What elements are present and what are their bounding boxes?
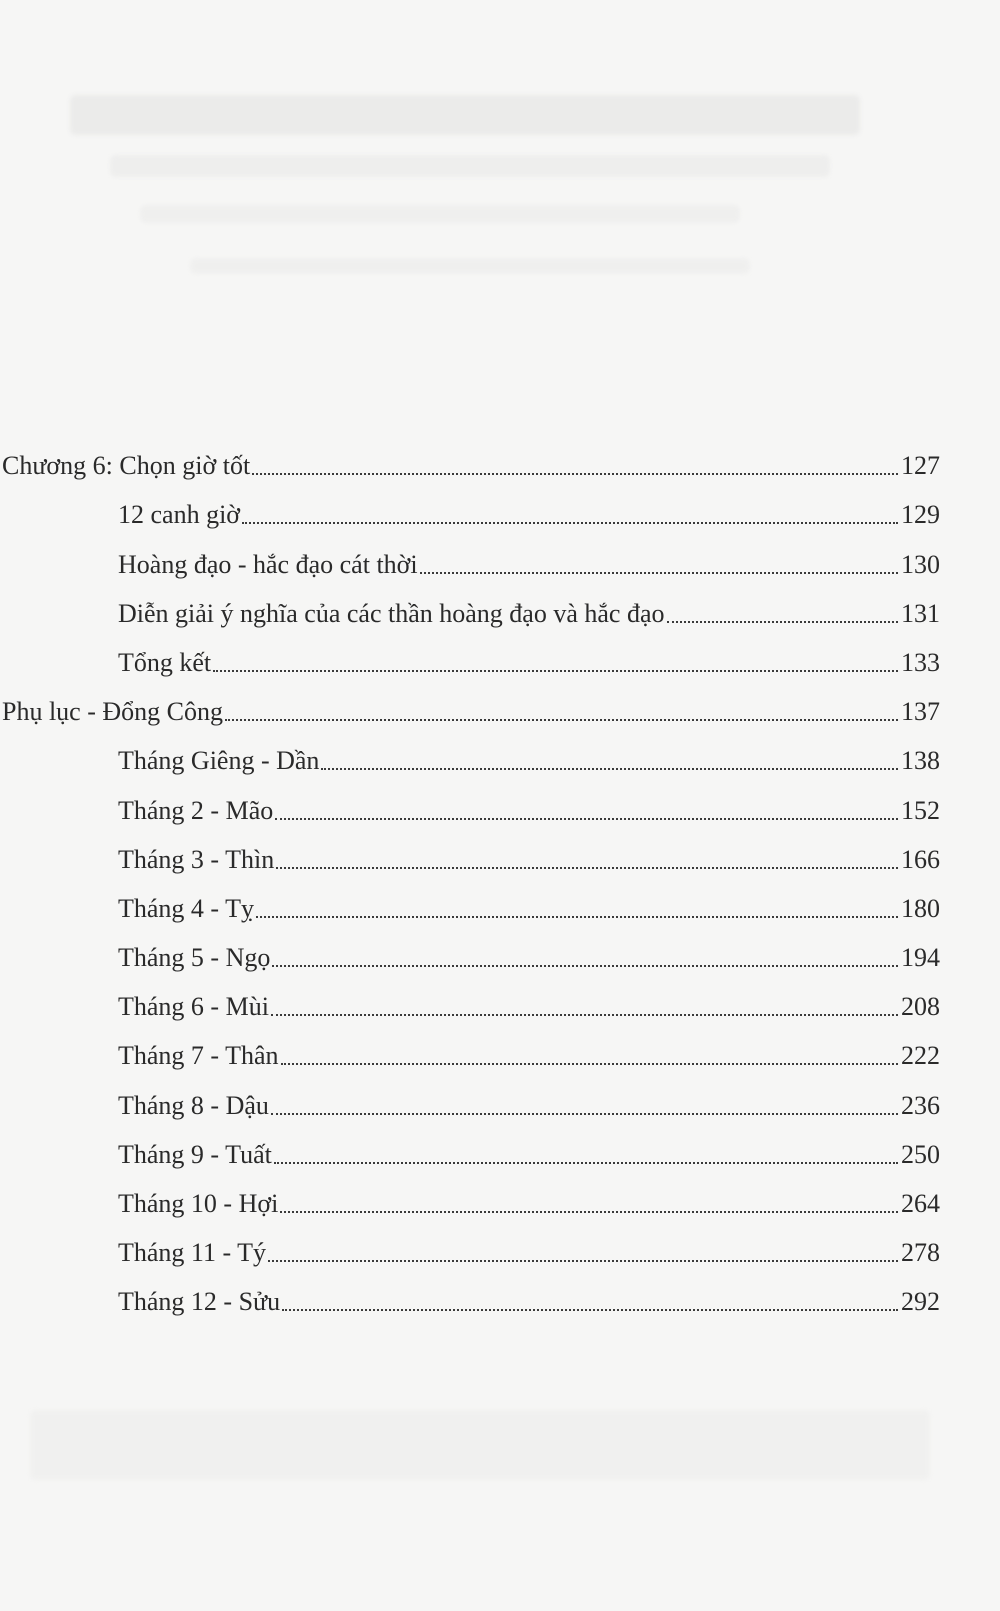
toc-entry	[0, 432, 940, 481]
toc-entry-page-number: 131	[901, 598, 940, 628]
toc-entry-page-number: 264	[901, 1189, 940, 1218]
dot-leader	[276, 867, 898, 869]
show-through-line-2	[190, 258, 750, 274]
toc-entry-title: Tháng 11 - Tý	[118, 1238, 267, 1268]
dot-leader	[271, 1014, 898, 1016]
toc-entry-page-number: 127	[901, 451, 940, 481]
toc-entry	[0, 629, 940, 678]
dot-leader	[420, 572, 898, 574]
toc-entry-title: Tháng 3 - Thìn	[118, 844, 275, 874]
toc-entry	[0, 1268, 940, 1317]
dot-leader	[242, 522, 898, 524]
toc-entry-page-number: 138	[901, 746, 940, 776]
toc-entry	[0, 580, 940, 629]
dot-leader	[252, 473, 898, 475]
toc-entry-page-number: 180	[901, 893, 940, 923]
toc-entry-title: Diễn giải ý nghĩa của các thần hoàng đạo và hắc đạo	[118, 598, 665, 628]
show-through-line	[140, 205, 740, 223]
dot-leader	[321, 768, 898, 770]
toc-entry	[0, 776, 940, 825]
show-through-bottom	[30, 1410, 930, 1480]
dot-leader	[268, 1260, 898, 1262]
toc-entry-title: Hoàng đạo - hắc đạo cát thời	[118, 549, 418, 579]
dot-leader	[282, 1309, 898, 1311]
dot-leader	[281, 1063, 898, 1065]
table-of-contents	[0, 432, 940, 1317]
toc-entry-title: Tháng Giêng - Dần	[118, 746, 320, 776]
toc-entry	[0, 481, 940, 530]
toc-entry-page-number: 130	[901, 549, 940, 579]
toc-entry	[0, 1022, 940, 1071]
toc-entry-title: Tháng 4 - Tỵ	[118, 893, 254, 923]
toc-entry	[0, 1121, 940, 1170]
dot-leader	[225, 719, 898, 721]
toc-entry-title: Tổng kết	[118, 647, 212, 677]
toc-entry	[0, 924, 940, 973]
toc-entry-title: Tháng 5 - Ngọ	[118, 943, 271, 973]
toc-entry-page-number: 250	[901, 1139, 940, 1169]
toc-entry-title: Chương 6: Chọn giờ tốt	[2, 451, 251, 481]
toc-entry	[0, 826, 940, 875]
toc-entry-page-number: 137	[901, 697, 940, 727]
toc-entry-page-number: 292	[901, 1287, 940, 1317]
toc-entry-title: Tháng 6 - Mùi	[118, 992, 269, 1022]
dot-leader	[275, 818, 898, 820]
dot-leader	[272, 965, 898, 967]
toc-entry-title: 12 canh giờ	[118, 500, 241, 530]
toc-entry-page-number: 152	[901, 795, 940, 825]
toc-entry	[0, 875, 940, 924]
toc-entry-page-number: 278	[901, 1238, 940, 1268]
dot-leader	[256, 916, 898, 918]
toc-entry-page-number: 129	[901, 500, 940, 530]
toc-entry-title: Tháng 8 - Dậu	[118, 1090, 269, 1120]
toc-entry-title: Tháng 10 - Hợi	[118, 1189, 279, 1218]
toc-entry-page-number: 222	[901, 1041, 940, 1071]
show-through-top	[70, 95, 860, 135]
toc-entry-title: Tháng 7 - Thân	[118, 1041, 279, 1071]
toc-entry-page-number: 133	[901, 647, 940, 677]
toc-entry-title: Tháng 2 - Mão	[118, 795, 274, 825]
toc-entry-title: Tháng 12 - Sửu	[118, 1287, 281, 1317]
dot-leader	[280, 1211, 898, 1213]
toc-entry-title: Tháng 9 - Tuất	[118, 1139, 272, 1169]
toc-entry	[0, 1219, 940, 1268]
dot-leader	[667, 621, 899, 623]
toc-entry	[0, 727, 940, 776]
dot-leader	[274, 1162, 898, 1164]
toc-entry-page-number: 236	[901, 1090, 940, 1120]
toc-entry-title: Phụ lục - Đổng Công	[2, 697, 223, 727]
toc-entry-page-number: 166	[901, 844, 940, 874]
toc-entry	[0, 1071, 940, 1120]
toc-entry	[0, 678, 940, 727]
dot-leader	[213, 670, 898, 672]
show-through-subtitle	[110, 155, 830, 177]
toc-entry	[0, 1170, 940, 1219]
toc-entry	[0, 530, 940, 579]
toc-entry-page-number: 194	[901, 943, 940, 973]
dot-leader	[271, 1113, 898, 1115]
toc-entry	[0, 973, 940, 1022]
toc-entry-page-number: 208	[901, 992, 940, 1022]
